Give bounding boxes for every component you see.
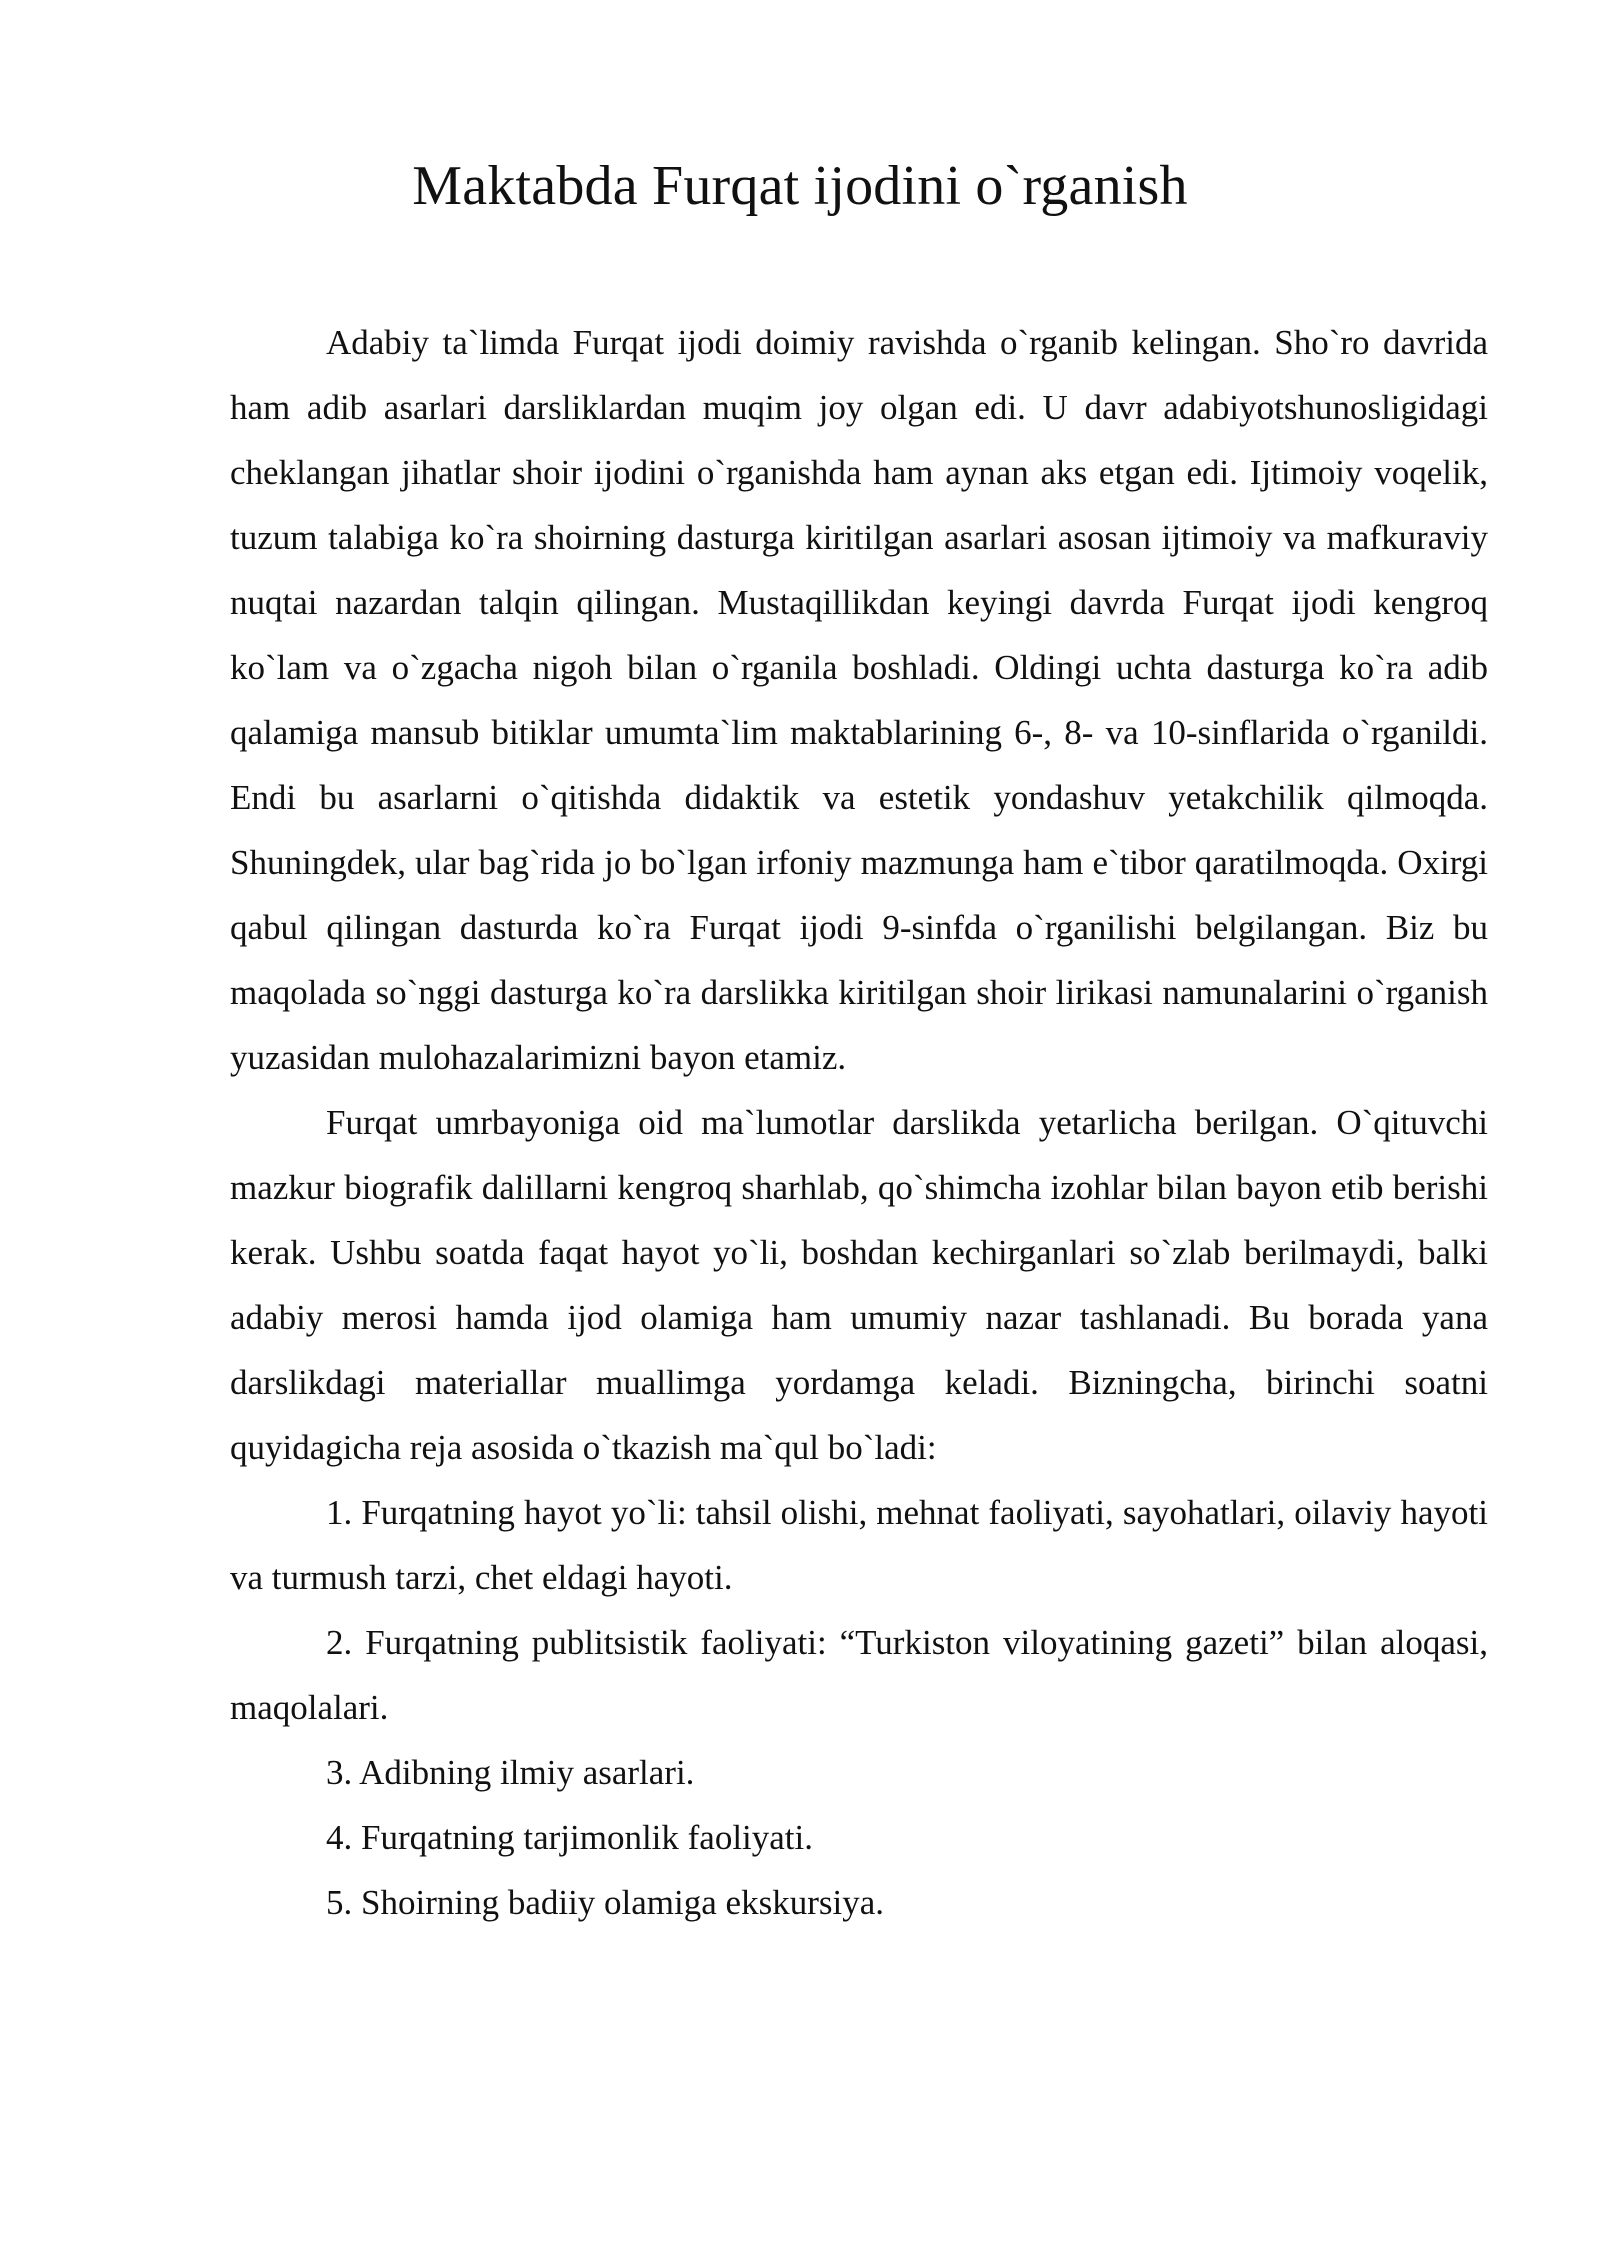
- paragraph-biography: Furqat umrbayoniga oid ma`lumotlar darslikda yetarlicha berilgan. O`qituvchi mazkur biografik dalillarni kengroq sharhlab, qo`shimcha izohlar bilan bayon etib berishi kerak. Ushbu soatda faqat hayot yo`li, boshdan kechirganlari so`zlab berilmaydi, balki adabiy merosi hamda ijod olamiga ham umumiy nazar tashlanadi. Bu borada yana darslikdagi materiallar muallimga yordamga keladi. Bizningcha, birinchi soatni quyidagicha reja asosida o`tkazish ma`qul bo`ladi:: [230, 1103, 1488, 1467]
- list-item: 3. Adibning ilmiy asarlari.: [326, 1753, 695, 1792]
- list-item: 1. Furqatning hayot yo`li: tahsil olishi, mehnat faoliyati, sayohatlari, oilaviy hayoti va turmush tarzi, chet eldagi hayoti.: [230, 1493, 1488, 1597]
- list-item: 5. Shoirning badiiy olamiga ekskursiya.: [326, 1883, 884, 1922]
- list-item: 4. Furqatning tarjimonlik faoliyati.: [326, 1818, 814, 1857]
- document-body: [230, 310, 1488, 1935]
- paragraph-intro: Adabiy ta`limda Furqat ijodi doimiy ravishda o`rganib kelingan. Sho`ro davrida ham adib asarlari darsliklardan muqim joy olgan edi. U davr adabiyotshunosligidagi cheklangan jihatlar shoir ijodini o`rganishda ham aynan aks etgan edi. Ijtimoiy voqelik, tuzum talabiga ko`ra shoirning dasturga kiritilgan asarlari asosan ijtimoiy va mafkuraviy nuqtai nazardan talqin qilingan. Mustaqillikdan keyingi davrda Furqat ijodi kengroq ko`lam va o`zgacha nigoh bilan o`rganila boshladi. Oldingi uchta dasturga ko`ra adib qalamiga mansub bitiklar umumta`lim maktablarining 6-, 8- va 10-sinflarida o`rganildi. Endi bu asarlarni o`qitishda didaktik va estetik yondashuv yetakchilik qilmoqda. Shuningdek, ular bag`rida jo bo`lgan irfoniy mazmunga ham e`tibor qaratilmoqda. Oxirgi qabul qilingan dasturda ko`ra Furqat ijodi 9-sinfda o`rganilishi belgilangan. Biz bu maqolada so`nggi dasturga ko`ra darslikka kiritilgan shoir lirikasi namunalarini o`rganish yuzasidan mulohazalarimizni bayon etamiz.: [230, 323, 1488, 1077]
- list-item: 2. Furqatning publitsistik faoliyati: “Turkiston viloyatining gazeti” bilan aloqasi, maqolalari.: [230, 1623, 1488, 1727]
- page-title: Maktabda Furqat ijodini o`rganish: [412, 155, 1188, 217]
- lesson-plan-list: [230, 1480, 1488, 1935]
